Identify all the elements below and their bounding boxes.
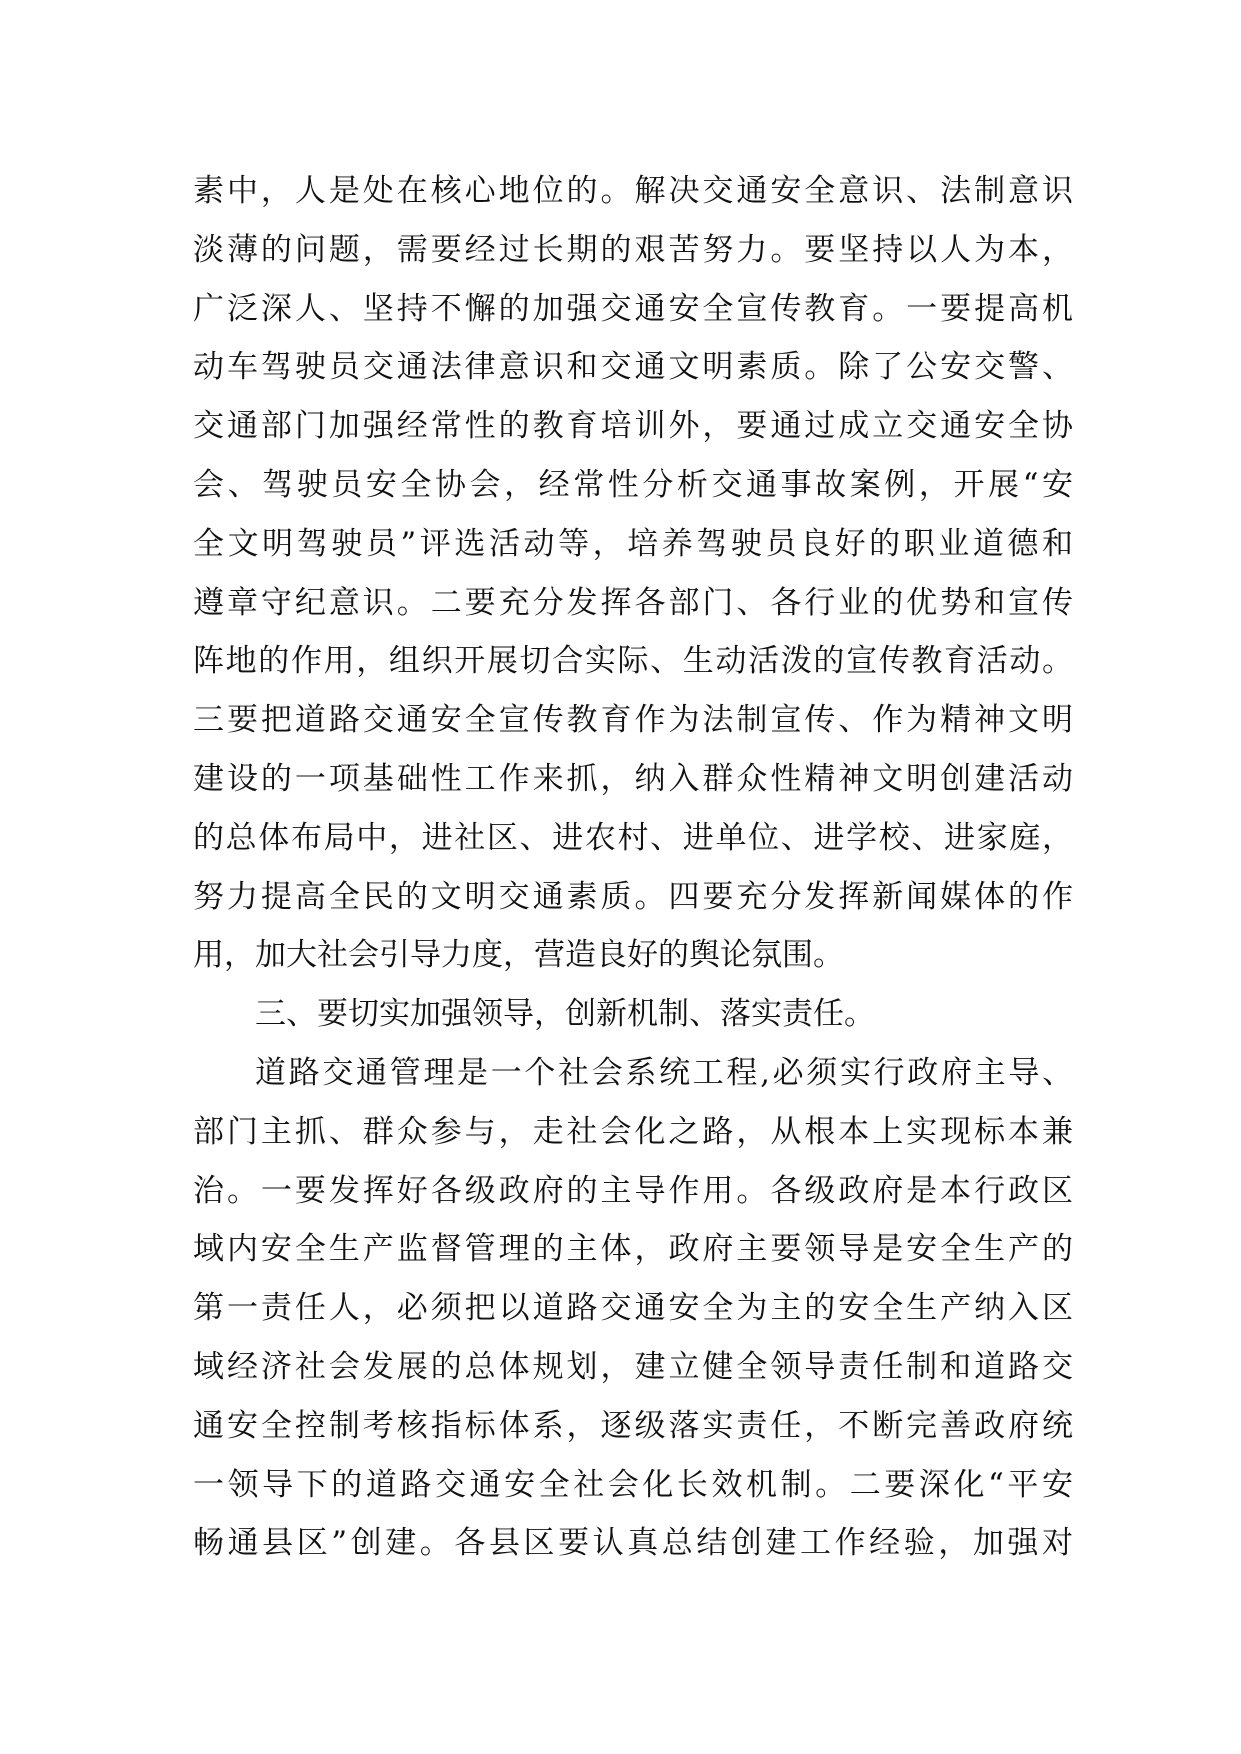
text-line: 三要把道路交通安全宣传教育作为法制宣传、作为精神文明 <box>193 702 1073 739</box>
text-line: 交通部门加强经常性的教育培训外，要通过成立交通安全协 <box>193 408 1073 445</box>
text-line: 域内安全生产监督管理的主体，政府主要领导是安全生产的 <box>193 1231 1073 1268</box>
text-line: 用，加大社会引导力度，营造良好的舆论氛围。 <box>193 937 844 974</box>
text-line: 域经济社会发展的总体规划，建立健全领导责任制和道路交 <box>193 1348 1073 1385</box>
document-page <box>193 162 1073 1573</box>
paragraph-1 <box>193 162 1073 985</box>
text-line: 通安全控制考核指标体系，逐级落实责任，不断完善政府统 <box>193 1407 1073 1444</box>
paragraph-2 <box>193 1044 1073 1573</box>
text-line: 的总体布局中，进社区、进农村、进单位、进学校、进家庭， <box>193 819 1073 856</box>
section-heading: 三、要切实加强领导，创新机制、落实责任。 <box>255 996 875 1033</box>
text-line: 广泛深人、坚持不懈的加强交通安全宣传教育。一要提高机 <box>193 290 1073 327</box>
text-line: 全文明驾驶员”评选活动等，培养驾驶员良好的职业道德和 <box>193 525 1073 562</box>
text-line: 道路交通管理是一个社会系统工程,必须实行政府主导、 <box>255 1054 1073 1091</box>
text-line: 阵地的作用，组织开展切合实际、生动活泼的宣传教育活动。 <box>193 643 1073 680</box>
text-line: 第一责任人，必须把以道路交通安全为主的安全生产纳入区 <box>193 1290 1073 1327</box>
text-line: 畅通县区”创建。各县区要认真总结创建工作经验，加强对 <box>193 1525 1073 1562</box>
text-line: 建设的一项基础性工作来抓，纳入群众性精神文明创建活动 <box>193 760 1073 797</box>
text-line: 遵章守纪意识。二要充分发挥各部门、各行业的优势和宣传 <box>193 584 1073 621</box>
text-line: 努力提高全民的文明交通素质。四要充分发挥新闻媒体的作 <box>193 878 1073 915</box>
text-line: 淡薄的问题，需要经过长期的艰苦努力。要坚持以人为本， <box>193 231 1073 268</box>
text-line: 治。一要发挥好各级政府的主导作用。各级政府是本行政区 <box>193 1172 1073 1209</box>
text-line: 会、驾驶员安全协会，经常性分析交通事故案例，开展“安 <box>193 466 1073 503</box>
text-line: 动车驾驶员交通法律意识和交通文明素质。除了公安交警、 <box>193 349 1073 386</box>
text-line: 部门主抓、群众参与，走社会化之路，从根本上实现标本兼 <box>193 1113 1073 1150</box>
text-line: 一领导下的道路交通安全社会化长效机制。二要深化“平安 <box>193 1466 1073 1503</box>
text-line: 素中，人是处在核心地位的。解决交通安全意识、法制意识 <box>193 173 1073 209</box>
